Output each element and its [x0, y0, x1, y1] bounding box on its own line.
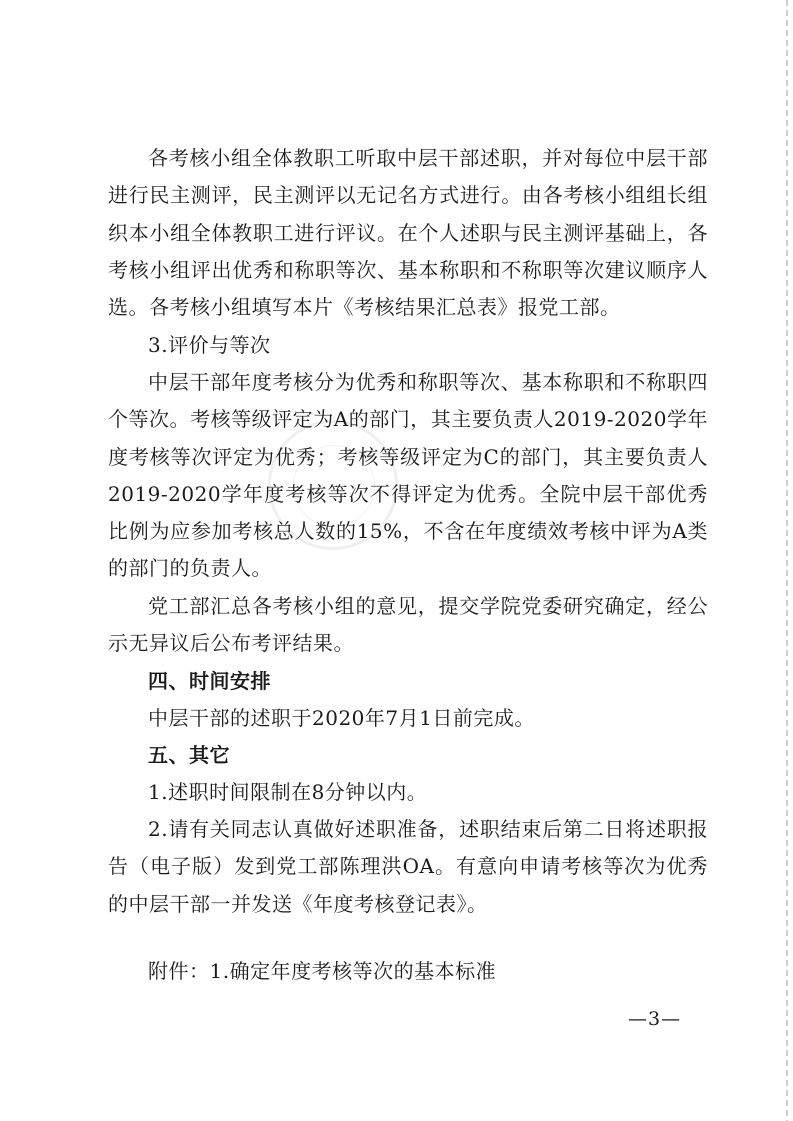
paragraph-report-submission: 2.请有关同志认真做好述职准备，述职结束后第二日将述职报告（电子版）发到党工部陈理洪OA。有意向申请考核等次为优秀的中层干部一并发送《年度考核登记表》。: [108, 817, 708, 916]
paragraph-evaluation-process: 各考核小组全体教职工听取中层干部述职，并对每位中层干部进行民主测评，民主测评以无记名方式进行。由各考核小组组长组织本小组全体教职工进行评议。在个人述职与民主测评基础上，各考核小组评出优秀和称职等次、基本称职和不称职等次建议顺序人选。各考核小组填写本片《考核结果汇总表》报党工部。: [108, 146, 708, 320]
paragraph-grade-rules: 中层干部年度考核分为优秀和称职等次、基本称职和不称职四个等次。考核等级评定为A的部门，其主要负责人2019-2020学年度考核等次评定为优秀；考核等级评定为C的部门，其主要负责人2019-2020学年度考核等次不得评定为优秀。全院中层干部优秀比例为应参加考核总人数的15%，不含在年度绩效考核中评为A类的部门的负责人。: [108, 370, 708, 581]
scan-edge-line: [786, 0, 788, 1121]
paragraph-result-announcement: 党工部汇总各考核小组的意见，提交学院党委研究确定，经公示无异议后公布考评结果。: [108, 594, 708, 656]
paragraph-time-limit: 1.述职时间限制在8分钟以内。: [148, 780, 428, 804]
heading-schedule: 四、时间安排: [148, 669, 271, 693]
section-title-evaluation-grades: 3.评价与等次: [148, 333, 271, 357]
attachment-note: 附件：1.确定年度考核等次的基本标准: [148, 959, 497, 983]
page-number: —3—: [628, 1008, 682, 1030]
paragraph-schedule-deadline: 中层干部的述职于2020年7月1日前完成。: [148, 706, 535, 730]
heading-others: 五、其它: [148, 743, 230, 767]
